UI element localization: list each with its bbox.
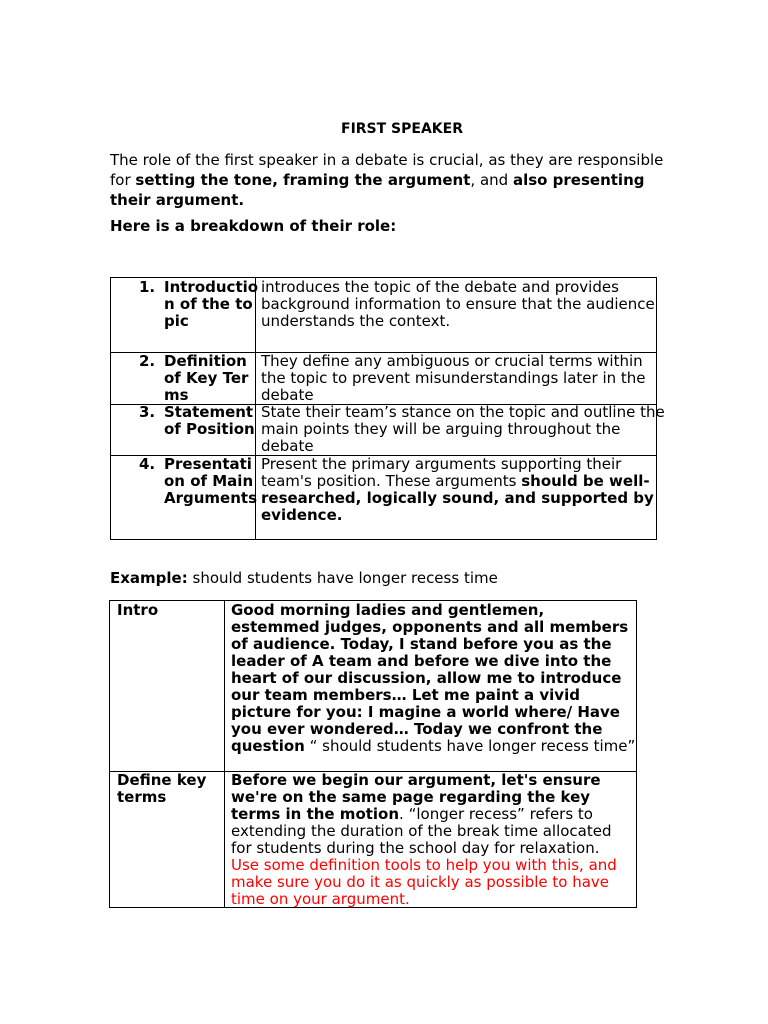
page-title: FIRST SPEAKER — [341, 121, 463, 137]
define-row-content — [231, 772, 636, 908]
example-label: Example: — [110, 569, 188, 587]
role-description-emphasis: should be well-researched, logically sound, and supported by evidence. — [261, 472, 654, 524]
column-divider — [224, 601, 225, 907]
role-description-text: Present the primary arguments supporting their team's position. These arguments — [261, 455, 622, 490]
example-text: should students have longer recess time — [187, 569, 498, 587]
role-label: Definition of Key Terms — [164, 352, 249, 404]
role-table — [110, 277, 665, 540]
role-number: 2. — [139, 352, 156, 370]
role-description: introduces the topic of the debate and provides background information to ensure that the audience understands the context. — [261, 278, 655, 330]
role-number: 1. — [139, 278, 156, 296]
example-line — [110, 570, 498, 587]
intro-paragraph — [110, 150, 670, 210]
role-number: 3. — [139, 403, 156, 421]
define-speech-text: . “longer recess” refers to extending the duration of the break time allocated for students during the school day for relaxation. — [231, 805, 612, 857]
role-description: State their team’s stance on the topic and outline the main points they will be arguing throughout the debate — [261, 403, 665, 455]
role-description: They define any ambiguous or crucial terms within the topic to prevent misunderstandings later in the debate — [261, 352, 646, 404]
breakdown-heading: Here is a breakdown of their role: — [110, 217, 397, 235]
intro-text-1: The role of the first speaker in a debate is crucial, as they are responsible for — [110, 151, 664, 189]
define-tip-red: Use some definition tools to help you with this, and make sure you do it as quickly as possible to have time on your argument. — [231, 856, 617, 908]
intro-speech-text: “ should students have longer recess time” — [304, 737, 636, 755]
intro-emphasis-1: setting the tone, framing the argument — [135, 171, 471, 189]
role-description — [261, 456, 671, 524]
intro-row-content — [231, 602, 636, 755]
intro-text-2: , and — [470, 171, 513, 189]
define-row-label: Define key terms — [117, 771, 207, 806]
role-label: Presentation of Main Arguments — [164, 455, 258, 507]
intro-emphasis-2: also presenting their argument. — [110, 171, 645, 209]
role-number: 4. — [139, 455, 156, 473]
role-label: Statement of Position — [164, 403, 255, 438]
example-table — [109, 600, 637, 908]
role-label: Introduction of the topic — [164, 278, 259, 330]
define-speech-bold: Before we begin our argument, let's ensure we're on the same page regarding the key terms in the motion — [231, 771, 601, 823]
intro-speech-bold: Good morning ladies and gentlemen, estemmed judges, opponents and all members of audience. Today, I stand before you as the leader of A team and before we dive into the heart of our discussion, allow me to introduce our team members… Let me paint a vivid picture for you: I magine a world where/ Have you ever wondered… Today we confront the question — [231, 601, 629, 755]
intro-row-label: Intro — [117, 601, 159, 619]
